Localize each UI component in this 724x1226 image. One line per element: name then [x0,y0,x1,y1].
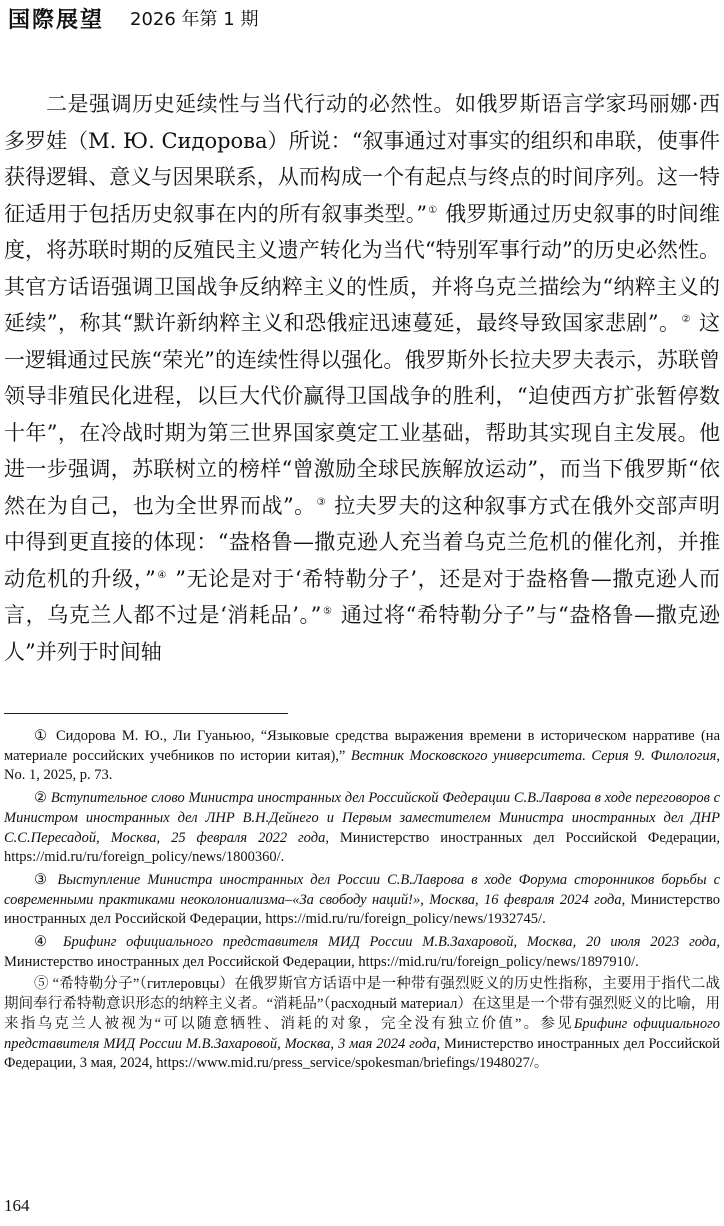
footnote-2 [4,789,720,868]
footnote-4 [4,933,720,972]
footnote-mark: ① [34,728,50,744]
footnote-source-title: Вступительное слово Министра иностранных дел Российской Федерации С.В.Лаврова в ходе переговоров с Министром иностранных дел ЛНР В.Н.Дейнего и Первым заместителем Министра иностранных дел ДНР С.С.Пересадой, Москва, 25 февраля 2022 года [4,790,721,846]
text-segment: 这一逻辑通过民族“荣光”的连续性得以强化。俄罗斯外长拉夫罗夫表示，苏联曾领导非殖民化进程，以巨大代价赢得卫国战争的胜利，“迫使西方扩张暂停数十年”，在冷战时期为第三世界国家奠定工业基础，帮助其实现自主发展。他进一步强调，苏联树立的榜样“曾激励全球民族解放运动”，而当下俄罗斯“依然在为自己，也为全世界而战”。 [4,311,720,518]
footnote-source-title: Брифинг официального представителя МИД России М.В.Захаровой, Москва, 3 мая 2024 года [4,1015,721,1052]
footnote-5 [4,975,720,1074]
footnote-source-title: Вестник Московского университета. Серия 9. Филология [350,747,717,764]
issue-label: 2026 年第 1 期 [130,9,259,30]
footnote-source-title: Брифинг официального представителя МИД России М.В.Захаровой, Москва, 20 июля 2023 года [62,934,717,951]
body-paragraph [4,86,720,670]
footnote-text: , No. 1, 2025, p. 73. [4,747,720,784]
footnote-text: , Министерство иностранных дел Российской Федерации, 3 мая, 2024, https://www.mid.ru/press_service/spokesman/briefings/1948027/。 [4,1035,720,1072]
footnote-ref-3[interactable]: ③ [316,496,327,508]
page-number: 164 [4,1196,30,1215]
footnote-text: Сидорова М. Ю., Ли Гуаньюо, “Языковые средства выражения времени в историческом нарративе (на материале российских учебников по истории китая),” [4,728,721,764]
footnote-text: “希特勒分子”（гитлеровцы）在俄罗斯官方话语中是一种带有强烈贬义的历史性指称，主要用于指代二战期间奉行希特勒意识形态的纳粹主义者。“消耗品”（расходный материал）在这里是一个带有强烈贬义的比喻，用来指乌克兰人被视为“可以随意牺牲、消耗的对象，完全没有独立价值”。参见 [4,976,720,1032]
footnote-source-title: Выступление Министра иностранных дел России С.В.Лаврова в ходе Форума сторонников борьбы с современными практиками неоколониализма–«За свободу наций!», Москва, 16 февраля 2024 года [4,871,721,908]
text-segment: 俄罗斯通过历史叙事的时间维度，将苏联时期的反殖民主义遗产转化为当代“特别军事行动”的历史必然性。其官方话语强调卫国战争反纳粹主义的性质，并将乌克兰描绘为“纳粹主义的延续”，称其“默许新纳粹主义和恐俄症迅速蔓延，最终导致国家悲剧”。 [4,201,720,335]
footnote-mark: ⑤ [34,976,49,993]
footnote-ref-4[interactable]: ④ [156,569,167,581]
footnote-1 [4,727,720,786]
running-header [8,4,258,32]
body-text [4,86,720,670]
footnote-divider [4,713,288,714]
journal-title: 国際展望 [8,6,105,33]
footnote-mark: ③ [34,871,51,888]
footnote-mark: ④ [34,934,54,951]
footnote-ref-1[interactable]: ① [428,204,438,216]
footnote-3 [4,871,720,930]
footnote-ref-2[interactable]: ② [681,314,691,325]
footnote-text: , Министерство иностранных дел Российской Федерации, https://mid.ru/ru/foreign_policy/news/1932745/. [4,891,720,928]
footnote-text [53,934,63,950]
footnote-text: , Министерство иностранных дел Российской Федерации, https://mid.ru/ru/foreign_policy/news/1897910/. [4,934,720,970]
text-segment: 拉夫罗夫的这种叙事方式在俄外交部声明中得到更直接的体现：“盎格鲁—撒克逊人充当着乌克兰危机的催化剂，并推动危机的升级，” [4,493,720,591]
footnote-mark: ② [34,790,48,807]
text-segment: 二是强调历史延续性与当代行动的必然性。如俄罗斯语言学家玛丽娜·西多罗娃（М. Ю. Сидорова）所说：“叙事通过对事实的组织和串联，使事件获得逻辑、意义与因果联系，从而构成一个有起点与终点的时间序列。这一特征适用于包括历史叙事在内的所有叙事类型。” [4,92,720,226]
footnote-ref-5[interactable]: ⑤ [322,606,333,617]
text-segment: ”无论是对于‘希特勒分子’，还是对于盎格鲁—撒克逊人而言，乌克兰人都不过是‘消耗品’。” [4,566,720,627]
footnote-text: , Министерство иностранных дел Российской Федерации, https://mid.ru/ru/foreign_policy/news/1800360/. [4,829,720,866]
footnotes [4,727,720,1077]
text-segment: 通过将“希特勒分子”与“盎格鲁—撒克逊人”并列于时间轴 [4,603,720,664]
